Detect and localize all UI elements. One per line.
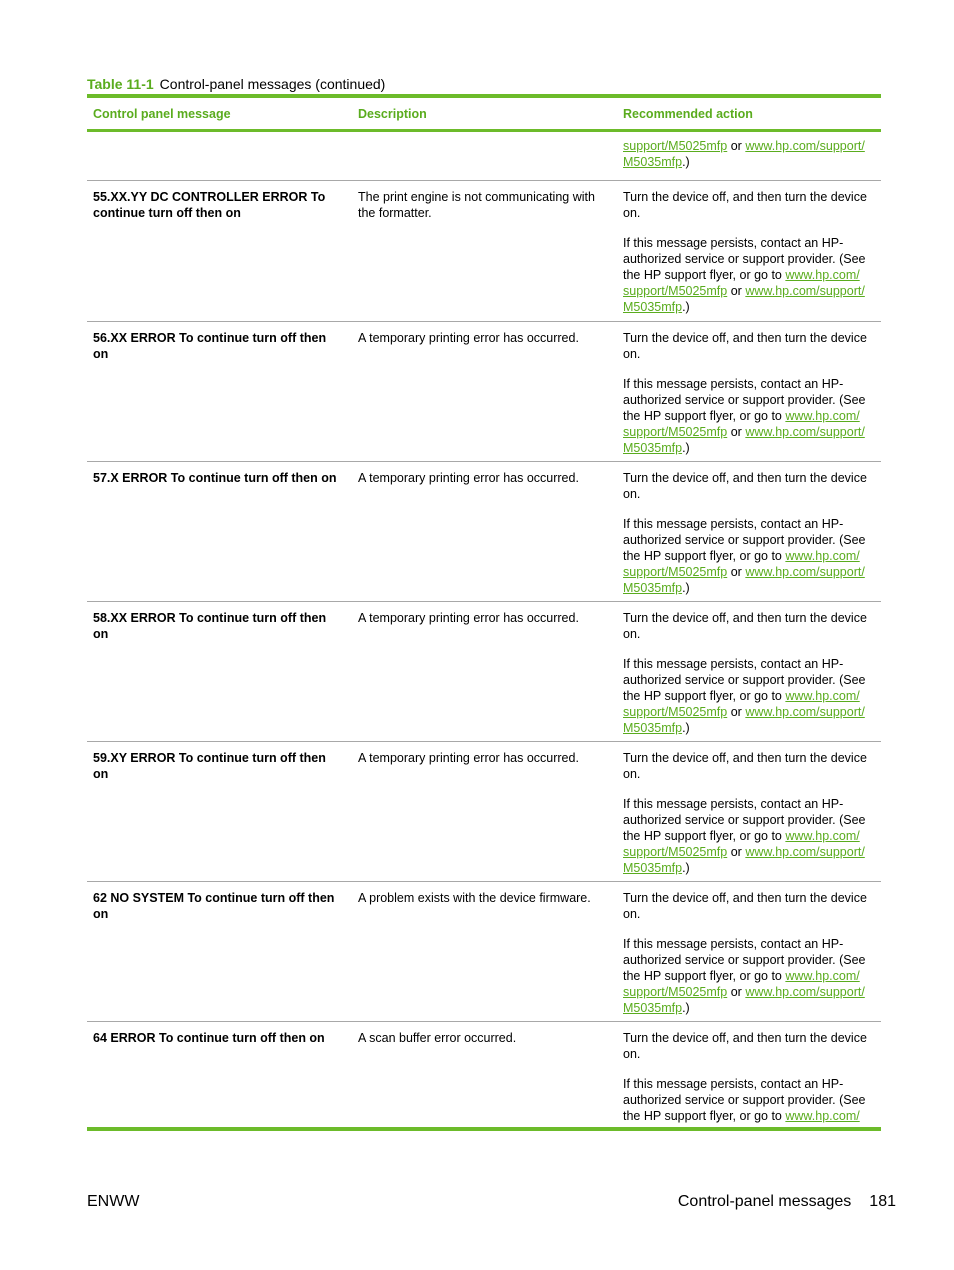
support-link[interactable]: support/M5025mfp — [623, 139, 728, 153]
support-link[interactable]: www.hp.com/ — [785, 689, 860, 703]
support-link[interactable]: www.hp.com/ — [785, 969, 860, 983]
support-link[interactable]: M5035mfp — [623, 581, 683, 595]
message-cell: 64 ERROR To continue turn off then on — [93, 1031, 325, 1045]
message-cell: 58.XX ERROR To continue turn off then on — [93, 611, 327, 641]
description-cell: A problem exists with the device firmware. — [358, 891, 591, 905]
support-link[interactable]: www.hp.com/support/ — [745, 284, 865, 298]
support-link[interactable]: support/M5025mfp — [623, 425, 728, 439]
support-link[interactable]: www.hp.com/ — [785, 409, 860, 423]
support-link[interactable]: www.hp.com/support/ — [745, 565, 865, 579]
page-number: 181 — [869, 1193, 896, 1210]
table-row — [87, 322, 881, 462]
table-number: Table 11-1 — [87, 76, 154, 92]
table-row — [87, 882, 881, 1022]
description-cell: The print engine is not communicating with the formatter. — [358, 190, 595, 220]
support-link[interactable]: www.hp.com/support/ — [745, 985, 865, 999]
support-link[interactable]: M5035mfp — [623, 721, 683, 735]
support-link[interactable]: M5035mfp — [623, 1001, 683, 1015]
support-link[interactable]: www.hp.com/support/ — [745, 425, 865, 439]
message-cell: 62 NO SYSTEM To continue turn off then on — [93, 891, 335, 921]
message-cell: 57.X ERROR To continue turn off then on — [93, 471, 337, 485]
support-link[interactable]: support/M5025mfp — [623, 705, 728, 719]
message-cell: 55.XX.YY DC CONTROLLER ERROR To continue turn off then on — [93, 190, 326, 220]
footer-edition: ENWW — [87, 1193, 140, 1210]
support-link[interactable]: www.hp.com/ — [785, 829, 860, 843]
support-link[interactable]: M5035mfp — [623, 300, 683, 314]
support-link[interactable]: support/M5025mfp — [623, 985, 728, 999]
table-row — [87, 181, 881, 322]
action-cell: Turn the device off, and then turn the device on. If this message persists, contact an HP-authorized service or support provider. (See the HP support flyer, or go to www.hp.com/ support/M5025mfp or www.hp.com/support/ M5035mfp.) — [623, 471, 867, 595]
support-link[interactable]: M5035mfp — [623, 861, 683, 875]
table-row — [87, 132, 881, 181]
description-cell: A temporary printing error has occurred. — [358, 471, 579, 485]
support-link[interactable]: M5035mfp — [623, 441, 683, 455]
table-caption — [87, 76, 385, 92]
support-link[interactable]: support/M5025mfp — [623, 845, 728, 859]
action-cell: Turn the device off, and then turn the device on. If this message persists, contact an HP-authorized service or support provider. (See the HP support flyer, or go to www.hp.com/ support/M5025mfp or www.hp.com/support/ M5035mfp.) — [623, 190, 867, 314]
control-panel-messages-table — [87, 94, 881, 1131]
footer-section — [678, 1193, 896, 1211]
description-cell: A temporary printing error has occurred. — [358, 331, 579, 345]
description-cell: A scan buffer error occurred. — [358, 1031, 517, 1045]
support-link[interactable]: www.hp.com/ — [785, 268, 860, 282]
support-link[interactable]: support/M5025mfp — [623, 284, 728, 298]
footer-section-title: Control-panel messages — [677, 1193, 852, 1210]
table-header-row — [87, 98, 881, 129]
header-message: Control panel message — [93, 106, 231, 121]
table-bottom-rule — [87, 1127, 881, 1131]
header-description: Description — [358, 106, 427, 121]
action-cell: Turn the device off, and then turn the device on. If this message persists, contact an HP-authorized service or support provider. (See the HP support flyer, or go to www.hp.com/ — [623, 1031, 867, 1123]
support-link[interactable]: support/M5025mfp — [623, 565, 728, 579]
action-cell: support/M5025mfp or www.hp.com/support/ M5035mfp.) — [623, 139, 865, 169]
table-title: Control-panel messages (continued) — [159, 76, 386, 92]
message-cell: 59.XY ERROR To continue turn off then on — [93, 751, 326, 781]
support-link[interactable]: www.hp.com/ — [785, 1109, 860, 1123]
support-link[interactable]: www.hp.com/support/ — [745, 845, 865, 859]
support-link[interactable]: www.hp.com/support/ — [745, 705, 865, 719]
table-row — [87, 462, 881, 602]
action-cell: Turn the device off, and then turn the device on. If this message persists, contact an HP-authorized service or support provider. (See the HP support flyer, or go to www.hp.com/ support/M5025mfp or www.hp.com/support/ M5035mfp.) — [623, 751, 867, 875]
support-link[interactable]: www.hp.com/support/ — [745, 139, 865, 153]
table-row — [87, 742, 881, 882]
table-row — [87, 1022, 881, 1127]
description-cell: A temporary printing error has occurred. — [358, 751, 579, 765]
support-link[interactable]: M5035mfp — [623, 155, 683, 169]
action-cell: Turn the device off, and then turn the device on. If this message persists, contact an HP-authorized service or support provider. (See the HP support flyer, or go to www.hp.com/ support/M5025mfp or www.hp.com/support/ M5035mfp.) — [623, 891, 867, 1015]
action-cell: Turn the device off, and then turn the device on. If this message persists, contact an HP-authorized service or support provider. (See the HP support flyer, or go to www.hp.com/ support/M5025mfp or www.hp.com/support/ M5035mfp.) — [623, 611, 867, 735]
action-cell: Turn the device off, and then turn the device on. If this message persists, contact an HP-authorized service or support provider. (See the HP support flyer, or go to www.hp.com/ support/M5025mfp or www.hp.com/support/ M5035mfp.) — [623, 331, 867, 455]
support-link[interactable]: www.hp.com/ — [785, 549, 860, 563]
message-cell: 56.XX ERROR To continue turn off then on — [93, 331, 327, 361]
table-row — [87, 602, 881, 742]
description-cell: A temporary printing error has occurred. — [358, 611, 579, 625]
header-action: Recommended action — [623, 106, 753, 121]
